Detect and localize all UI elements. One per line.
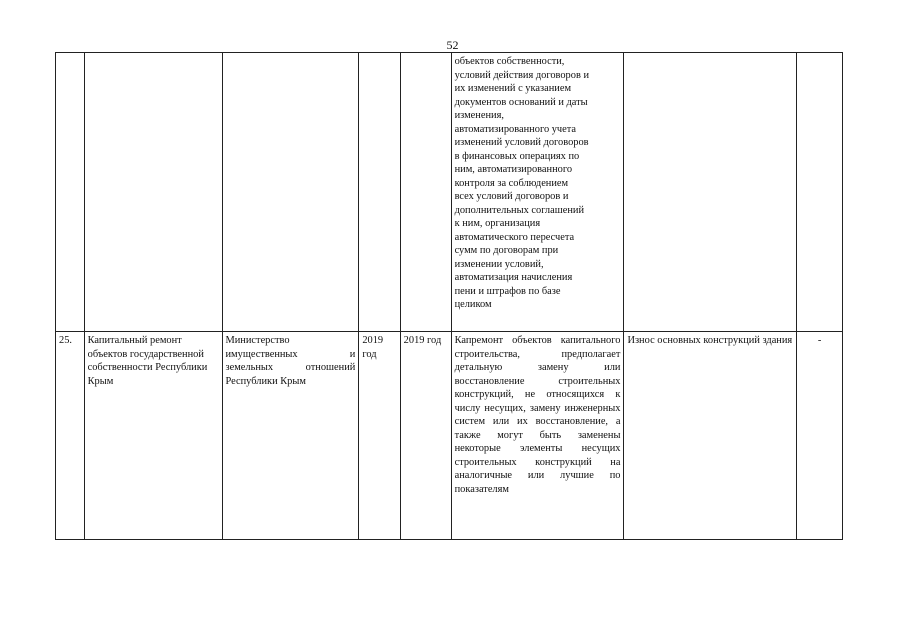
cell-number [56,53,85,332]
cell-responsible: Министерство имущественных и земельных отношений Республики Крым [222,332,359,540]
description-line: сумм по договорам при [454,245,559,256]
cell-last [797,53,843,332]
description-line: документов оснований и даты [454,96,588,108]
cell-description: Капремонт объектов капитального строительства, предполагает детальную замену или восстановление строительных конструкций, не относящихся к числу несущих, замену инженерных систем или их восстановление, а также могут быть заменены некоторые элементы несущих строительных конструкций на аналогичные или лучшие по показателям [451,332,624,540]
description-line: автоматизация начисления [454,272,573,283]
description-line: их изменений с указанием [454,83,572,94]
description-line: условий действия договоров и [454,69,590,81]
table-row-25 [56,332,843,540]
description-line: изменении условий, [454,258,544,270]
description-line: пени и штрафов по базе [454,285,561,297]
page-number: 52 [446,38,459,52]
description-line: целиком [454,299,492,310]
description-line: дополнительных соглашений [454,204,585,216]
description-line: ним, автоматизированного [454,164,573,175]
description-line: всех условий договоров и [454,191,569,202]
cell-object-name [84,53,222,332]
cell-start-year: 2019 год [359,332,400,540]
cell-end-year: 2019 год [400,332,451,540]
description-line: автоматизированного учета [454,123,577,135]
cell-problem [624,53,797,332]
cell-number: 25. [56,332,85,540]
cell-last: - [797,332,843,540]
table-row-continuation [56,53,843,332]
description-line: объектов собственности, [454,56,565,67]
cell-description [451,53,624,332]
cell-responsible [222,53,359,332]
cell-problem: Износ основных конструкций здания [624,332,797,540]
description-line: к ним, организация [454,218,541,229]
document-table [55,52,843,540]
description-line: контроля за соблюдением [454,177,569,189]
description-line: в финансовых операциях по [454,150,580,162]
description-line: изменения, [454,110,504,121]
cell-end-year [400,53,451,332]
cell-object-name: Капитальный ремонт объектов государственной собственности Республики Крым [84,332,222,540]
description-line: изменений условий договоров [454,137,589,148]
cell-start-year [359,53,400,332]
description-line: автоматического пересчета [454,231,575,243]
